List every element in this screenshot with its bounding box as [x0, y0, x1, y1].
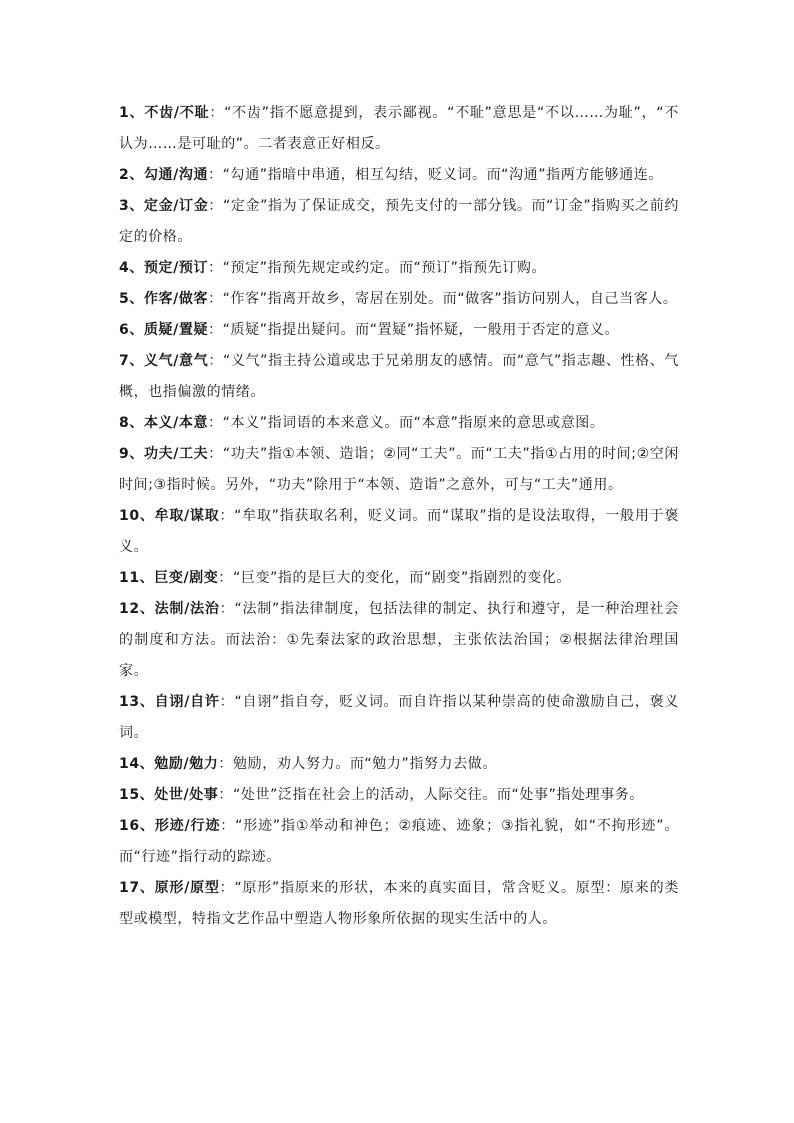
entry-term: 义气/意气 — [144, 353, 209, 369]
entry-text: ：“不齿”指不愿意提到，表示鄙视。“不耻”意思是“不以……为耻”，“不认为……是可耻的”。二者表意正好相反。 — [119, 105, 679, 152]
entry-term: 功夫/工夫 — [143, 446, 209, 462]
entry-9 — [119, 439, 679, 501]
entry-text: ：“法制”指法律制度，包括法律的制定、执行和遵守，是一种治理社会的制度和方法。而法治：①先秦法家的政治思想，主张依法治国；②根据法律治理国家。 — [119, 601, 679, 679]
entry-number: 2、 — [119, 167, 144, 183]
entry-5 — [119, 284, 679, 315]
entry-number: 15、 — [119, 787, 155, 803]
entry-number: 14、 — [119, 756, 155, 772]
document-body — [119, 98, 679, 935]
entry-text: ：“形迹”指①举动和神色；②痕迹、迹象；③指礼貌，如“不拘形迹”。而“行迹”指行动的踪迹。 — [119, 818, 679, 865]
entry-text: ：“本义”指词语的本来意义。而“本意”指原来的意思或意图。 — [208, 415, 605, 431]
entry-number: 4、 — [119, 260, 144, 276]
entry-17 — [119, 873, 679, 935]
entry-term: 法制/法治 — [154, 601, 220, 617]
entry-number: 7、 — [119, 353, 145, 369]
entry-term: 定金/订金 — [144, 198, 209, 214]
entry-number: 16、 — [119, 818, 155, 834]
entry-number: 11、 — [119, 570, 155, 586]
entry-text: ：“巨变”指的是巨大的变化，而“剧变”指剧烈的变化。 — [218, 570, 572, 586]
entry-1 — [119, 98, 679, 160]
entry-term: 牟取/谋取 — [154, 508, 220, 524]
entry-text: ：“勾通”指暗中串通，相互勾结，贬义词。而“沟通”指两方能够通连。 — [208, 167, 663, 183]
entry-number: 17、 — [119, 880, 155, 896]
entry-text: ：“处世”泛指在社会上的活动，人际交往。而“处事”指处理事务。 — [218, 787, 645, 803]
entry-3 — [119, 191, 679, 253]
entry-7 — [119, 346, 679, 408]
entry-number: 1、 — [119, 105, 145, 121]
entry-term: 自诩/自许 — [154, 694, 220, 710]
entry-term: 形迹/行迹 — [154, 818, 221, 834]
entry-14 — [119, 749, 679, 780]
entry-number: 12、 — [119, 601, 155, 617]
entry-text: ：“义气”指主持公道或忠于兄弟朋友的感情。而“意气”指志趣、性格、气概，也指偏激的情绪。 — [119, 353, 679, 400]
entry-text: ：勉励，劝人努力。而“勉力”指努力去做。 — [218, 756, 497, 772]
entry-text: ：“作客”指离开故乡，寄居在别处。而“做客”指访问别人，自己当客人。 — [208, 291, 678, 307]
entry-12 — [119, 594, 679, 687]
entry-number: 9、 — [119, 446, 144, 462]
entry-number: 3、 — [119, 198, 145, 214]
entry-number: 8、 — [119, 415, 144, 431]
entry-number: 10、 — [119, 508, 155, 524]
entry-number: 6、 — [119, 322, 144, 338]
entry-2 — [119, 160, 679, 191]
entry-6 — [119, 315, 679, 346]
entry-term: 原形/原型 — [154, 880, 220, 896]
entry-4 — [119, 253, 679, 284]
entry-text: ：“牟取”指获取名利，贬义词。而“谋取”指的是设法取得，一般用于褒义。 — [119, 508, 679, 555]
entry-text: ：“功夫”指①本领、造诣；②同“工夫”。而“工夫”指①占用的时间;②空闲时间;③指时候。另外，“功夫”除用于“本领、造诣”之意外，可与“工夫”通用。 — [119, 446, 679, 493]
entry-11 — [119, 563, 679, 594]
entry-13 — [119, 687, 679, 749]
entry-term: 巨变/剧变 — [154, 570, 219, 586]
entry-text: ：“质疑”指提出疑问。而“置疑”指怀疑，一般用于否定的意义。 — [208, 322, 620, 338]
entry-text: ：“自诩”指自夸，贬义词。而自许指以某种崇高的使命激励自己，褒义词。 — [119, 694, 679, 741]
entry-number: 13、 — [119, 694, 155, 710]
entry-term: 处世/处事 — [154, 787, 219, 803]
entry-term: 本义/本意 — [143, 415, 209, 431]
entry-text: ：“预定”指预先规定或约定。而“预订”指预先订购。 — [208, 260, 547, 276]
entry-text: ：“定金”指为了保证成交，预先支付的一部分钱。而“订金”指购买之前约定的价格。 — [119, 198, 679, 245]
entry-10 — [119, 501, 679, 563]
entry-term: 不齿/不耻 — [144, 105, 210, 121]
entry-16 — [119, 811, 679, 873]
entry-text: ：“原形”指原来的形状，本来的真实面目，常含贬义。原型：原来的类型或模型，特指文艺作品中塑造人物形象所依据的现实生活中的人。 — [119, 880, 679, 927]
entry-term: 作客/做客 — [143, 291, 209, 307]
entry-number: 5、 — [119, 291, 144, 307]
entry-term: 勾通/沟通 — [143, 167, 209, 183]
entry-term: 预定/预订 — [143, 260, 209, 276]
entry-term: 勉励/勉力 — [154, 756, 219, 772]
entry-15 — [119, 780, 679, 811]
entry-8 — [119, 408, 679, 439]
entry-term: 质疑/置疑 — [143, 322, 209, 338]
